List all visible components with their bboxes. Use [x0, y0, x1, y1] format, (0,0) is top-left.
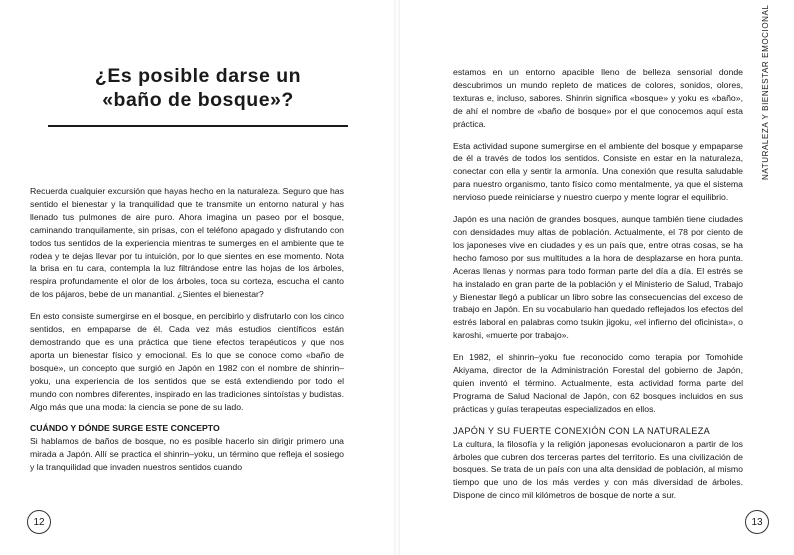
japan-paragraph: Japón es una nación de grandes bosques, aunque también tiene ciudades con densidades muy altas de población. Actualmente, el 78 por ciento de los japoneses vive en ciudades y es un país que, entre otras cosas, se ha hecho famoso por sus multitudes a la hora de desplazarse en hora punta. Aceras llenas y normas para todo forman parte del día a día. El estrés se ha instalado en gran parte de la población y el Ministerio de Salud, Trabajo y Bienestar llegó a publicar un libro sobre las consecuencias del exceso de trabajo en Japón. En su vocabulario han quedado reflejados los efectos del estrés laboral en palabras como tsukin jigoku, «el infierno del oficinista», o karoshi, «muerte por trabajo».: [453, 214, 743, 341]
right-text-column: [453, 66, 743, 502]
title-rule: [48, 125, 348, 127]
chapter-title-line-1: ¿Es posible darse un: [94, 65, 302, 87]
intro-paragraph: Recuerda cualquier excursión que hayas hecho en la naturaleza. Seguro que has sentido el bienestar y la tranquilidad que te transmite un entorno natural y has llenado tus pulmones de aire puro. Ahora imagina un paseo por el bosque, caminando tranquilamente, sin prisas, con el teléfono apagado y disfrutando con todos tus sentidos de la experiencia mientras te sumerges en el ambiente que te rodea y te dejas llevar por tu intuición, por lo que sientes en ese momento. Nota la brisa en tu cara, contempla la luz filtrándose entre las hojas de los árboles, respira profundamente el olor de los árboles, toca su corteza, escucha el canto de los pájaros, bebe de un manantial. ¿Sientes el bienestar?: [30, 186, 344, 300]
left-text-column: [30, 185, 344, 474]
page-number-right: 13: [745, 510, 769, 534]
section-paragraph: La cultura, la filosofía y la religión japonesas evolucionaron a partir de los árboles que cubren dos terceras partes del territorio. Es una civilización de bosques. Se trata de un país con una alta densidad de población, al mismo tiempo que uno de los más verdes y con más diversidad de árboles. Dispone de cinco mil kilómetros de bosque de norte a sur.: [453, 438, 743, 501]
running-header-text: NATURALEZA Y BIENESTAR EMOCIONAL: [761, 4, 770, 180]
page-number-left: 12: [27, 510, 51, 534]
book-gutter: [394, 0, 400, 555]
continued-paragraph: estamos en un entorno apacible lleno de belleza sensorial donde descubrimos un mundo repleto de matices de colores, sonidos, olores, texturas e, incluso, sabores. Shinrin significa «bosque» y yoku es «baño», de ahí el nombre de «baño de bosque» por el que conocemos aquí esta práctica.: [453, 67, 743, 129]
activity-paragraph: Esta actividad supone sumergirse en el ambiente del bosque y empaparse de él a través de todos los sentidos. Consiste en estar en la naturaleza, conectar con ella y sentir la armonía. Una conexión que resulta saludable para nuestro organismo, tanto físico como mentalmente, ya que el sistema nervioso puede reiniciarse y nuestro cuerpo y mente lograr el equilibrio.: [453, 140, 743, 203]
section-subheading: JAPÓN Y SU FUERTE CONEXIÓN CON LA NATURALEZA: [453, 425, 711, 436]
concept-paragraph: En esto consiste sumergirse en el bosque, en percibirlo y disfrutarlo con los cinco sentidos, en empaparse de él. Cada vez más estudios científicos están demostrando que es una práctica que tiene efectos terapéuticos y que nos aporta un bienestar físico y emocional. Es lo que se conoce como «baño de bosque», un concepto que surgió en Japón en 1982 con el nombre de shinrin–yoku, una experiencia de los sentidos que se está extendiendo por todo el mundo con nombres diferentes, inspirado en las tradiciones sintoístas y budistas. Algo más que una moda: la ciencia se pone de su lado.: [30, 311, 344, 412]
chapter-title-line-2: «baño de bosque»?: [102, 89, 294, 111]
section-subheading: CUÁNDO Y DÓNDE SURGE ESTE CONCEPTO: [30, 423, 220, 434]
section-paragraph: Si hablamos de baños de bosque, no es posible hacerlo sin dirigir primero una mirada a Japón. Allí se practica el shinrin–yoku, un término que refleja el sosiego y la tranquilidad que invaden nuestros sentidos cuando: [30, 436, 344, 473]
running-header: [761, 4, 775, 180]
history-paragraph: En 1982, el shinrin–yoku fue reconocido como terapia por Tomohide Akiyama, director de la Administración Forestal del gobierno de Japón, quien inventó el término. Actualmente, esta actividad forma parte del Programa de Salud Nacional de Japón, con 62 bosques incluidos en sus prácticas y guías terapeutas especializados en ellos.: [453, 352, 743, 414]
chapter-title: [48, 64, 348, 112]
